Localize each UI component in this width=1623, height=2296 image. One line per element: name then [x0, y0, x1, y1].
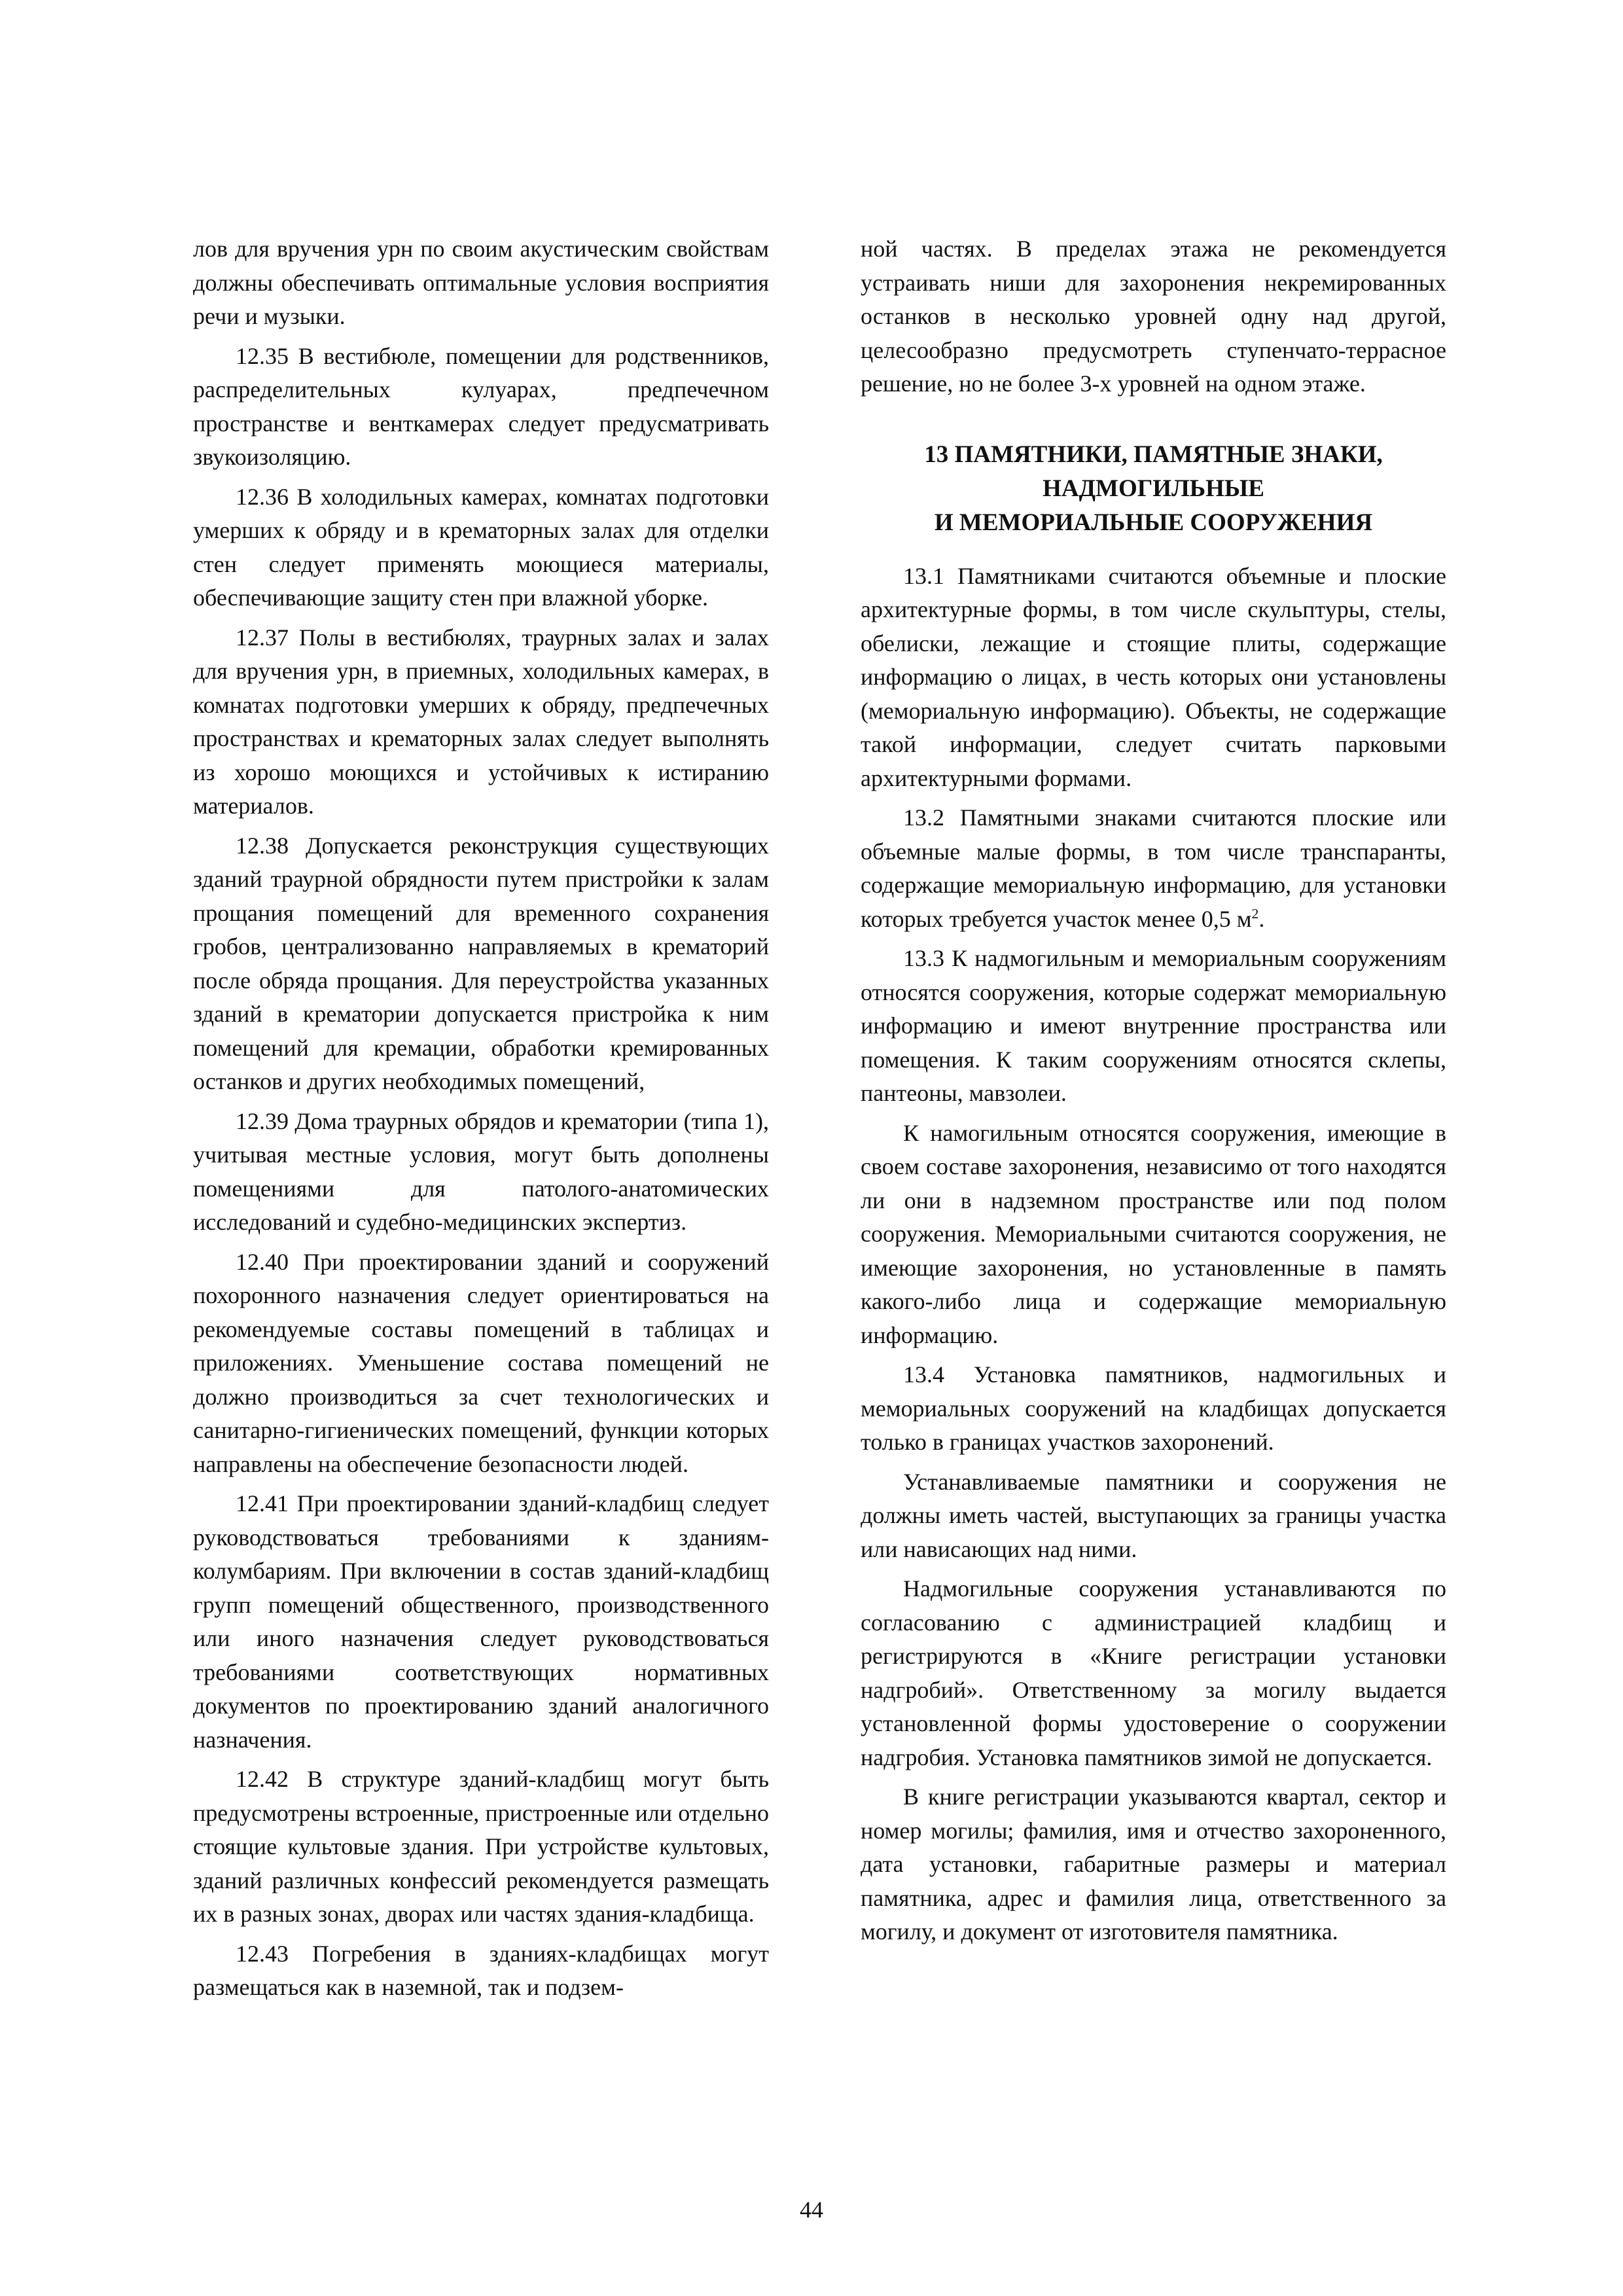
paragraph: В книге регистрации указываются квартал, сектор и номер могилы; фамилия, имя и отчество захороненного, дата установки, габаритные размеры и материал памятника, адрес и фамилия лица, ответственного за могилу, и документ от изготовителя памятника. [861, 1784, 1446, 1945]
paragraph-text-end: . [1258, 905, 1265, 932]
paragraph: Надмогильные сооружения устанавливаются по согласованию с администрацией кладбищ и регистрируются в «Книге регистрации установки надгробий». Ответственному за могилу выдается установленной формы удостоверение о сооружении надгробия. Установка памятников зимой не допускается. [861, 1575, 1446, 1770]
paragraph: лов для вручения урн по своим акустическим свойствам должны обеспечивать оптимальные условия восприятия речи и музыки. [193, 236, 769, 329]
right-column [861, 232, 1446, 1955]
paragraph-12-35: 12.35 В вестибюле, помещении для родственников, распределительных кулуарах, предпечечном пространстве и венткамерах следует предусматривать звукоизоляцию. [193, 342, 769, 470]
paragraph: ной частях. В пределах этажа не рекомендуется устраивать ниши для захоронения некремированных останков в несколько уровней одну над другой, целесообразно предусмотреть ступенчато-террасное решение, но не более 3-х уровней на одном этаже. [861, 236, 1446, 397]
paragraph-12-38: 12.38 Допускается реконструкция существующих зданий траурной обрядности путем пристройки к залам прощания помещений для временного сохранения гробов, централизованно направляемых в крематорий после обряда прощания. Для переустройства указанных зданий в крематории допускается пристройка к ним помещений для кремации, обработки кремированных останков и других необходимых помещений, [193, 832, 769, 1094]
paragraph-12-40: 12.40 При проектировании зданий и сооружений похоронного назначения следует ориентироваться на рекомендуемые составы помещений в таблицах и приложениях. Уменьшение состава помещений не должно производиться за счет технологических и санитарно-гигиенических помещений, функции которых направлены на обеспечение безопасности людей. [193, 1248, 769, 1477]
paragraph-text: 13.2 Памятными знаками считаются плоские или объемные малые формы, в том числе транспаранты, содержащие мемориальную информацию, для установки которых требуется участок менее 0,5 м [861, 804, 1446, 932]
page-number: 44 [800, 2197, 823, 2223]
section-heading [861, 438, 1446, 540]
paragraph-12-43: 12.43 Погребения в зданиях-кладбищах могут размещаться как в наземной, так и подзем- [193, 1940, 769, 2000]
paragraph-12-37: 12.37 Полы в вестибюлях, траурных залах и залах для вручения урн, в приемных, холодильных камерах, в комнатах подготовки умерших к обряду, предпечечных пространствах и крематорных залах следует выполнять из хорошо моющихся и устойчивых к истиранию материалов. [193, 624, 769, 819]
superscript: 2 [1251, 905, 1259, 922]
paragraph-12-42: 12.42 В структуре зданий-кладбищ могут быть предусмотрены встроенные, пристроенные или отдельно стоящие культовые здания. При устройстве культовых, зданий различных конфессий рекомендуется размещать их в разных зонах, дворах или частях здания-кладбища. [193, 1766, 769, 1927]
paragraph-13-2 [861, 801, 1446, 936]
paragraph-13-3: 13.3 К надмогильным и мемориальным сооружениям относятся сооружения, которые содержат мемориальную информацию и имеют внутренние пространства или помещения. К таким сооружениям относятся склепы, пантеоны, мавзолеи. [861, 945, 1446, 1106]
section-heading-line: НАДМОГИЛЬНЫЕ [1043, 475, 1264, 502]
section-heading-line: 13 ПАМЯТНИКИ, ПАМЯТНЫЕ ЗНАКИ, [924, 440, 1383, 468]
left-column [193, 232, 769, 2011]
section-heading-line: И МЕМОРИАЛЬНЫЕ СООРУЖЕНИЯ [934, 509, 1373, 536]
paragraph-12-36: 12.36 В холодильных камерах, комнатах подготовки умерших к обряду и в крематорных залах для отделки стен следует применять моющиеся материалы, обеспечивающие защиту стен при влажной уборке. [193, 483, 769, 611]
paragraph: К намогильным относятся сооружения, имеющие в своем составе захоронения, независимо от того находятся ли они в надземном пространстве или под полом сооружения. Мемориальными считаются сооружения, не имеющие захоронения, но установленные в память какого-либо лица и содержащие мемориальную информацию. [861, 1119, 1446, 1348]
paragraph-12-39: 12.39 Дома траурных обрядов и крематории (типа 1), учитывая местные условия, могут быть дополнены помещениями для патолого-анатомических исследований и судебно-медицинских экспертиз. [193, 1107, 769, 1235]
paragraph-13-1: 13.1 Памятниками считаются объемные и плоские архитектурные формы, в том числе скульптуры, стелы, обелиски, лежащие и стоящие плиты, содержащие информацию о лицах, в честь которых они установлены (мемориальную информацию). Объекты, не содержащие такой информации, следует считать парковыми архитектурными формами. [861, 562, 1446, 791]
paragraph-13-4: 13.4 Установка памятников, надмогильных и мемориальных сооружений на кладбищах допускается только в границах участков захоронений. [861, 1361, 1446, 1455]
paragraph: Устанавливаемые памятники и сооружения не должны иметь частей, выступающих за границы участка или нависающих над ними. [861, 1468, 1446, 1562]
paragraph-12-41: 12.41 При проектировании зданий-кладбищ следует руководствоваться требованиями к зданиям-колумбариям. При включении в состав зданий-кладбищ групп помещений общественного, производственного или иного назначения следует руководствоваться требованиями соответствующих нормативных документов по проектированию зданий аналогичного назначения. [193, 1490, 769, 1753]
